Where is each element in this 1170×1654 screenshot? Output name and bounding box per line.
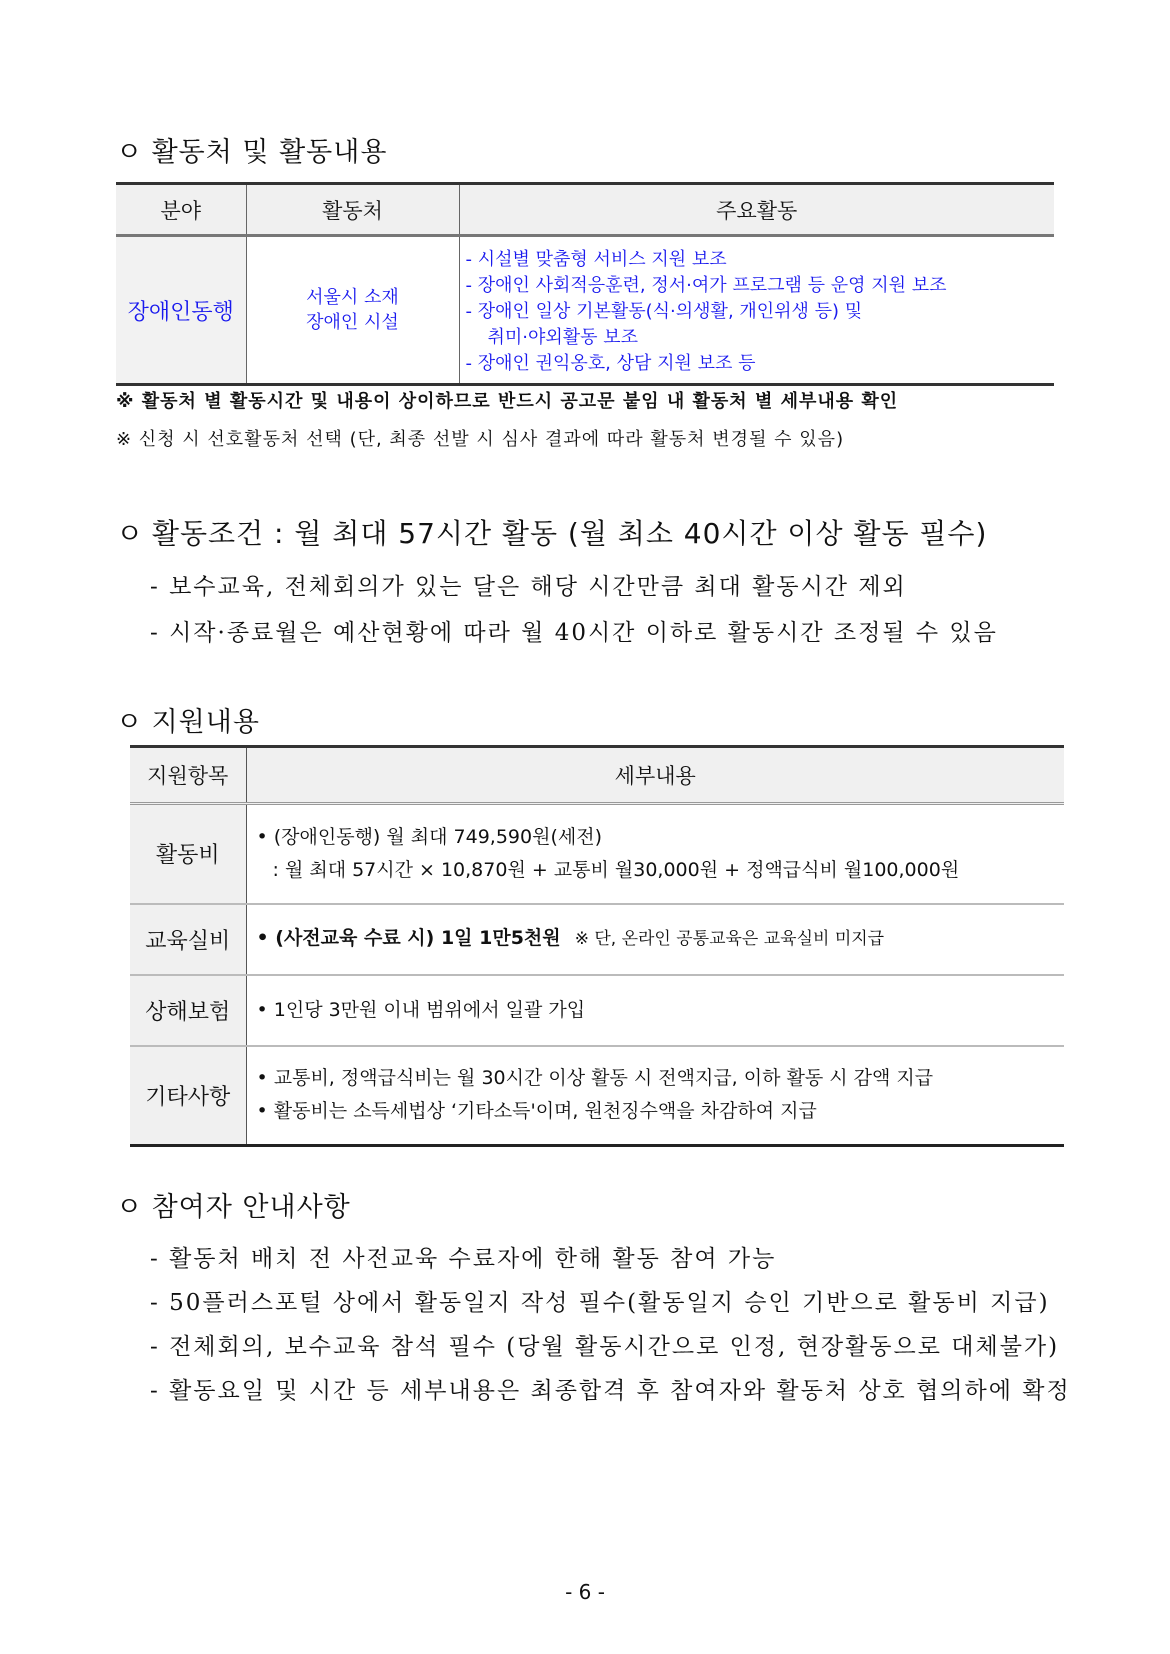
condition-item: - 보수교육, 전체회의가 있는 달은 해당 시간만큼 최대 활동시간 제외 <box>150 574 907 600</box>
activity-item-continued: 취미·야외활동 보조 <box>487 327 639 348</box>
section-title: 활동조건 : 월 최대 57시간 활동 (월 최소 40시간 이상 활동 필수) <box>151 517 988 550</box>
detail-line: • (장애인동행) 월 최대 749,590원(세전) <box>256 825 602 848</box>
place-line: 서울시 소재 <box>306 287 399 308</box>
place-cell <box>246 236 459 385</box>
section-title: 활동처 및 활동내용 <box>151 137 388 168</box>
section-bullet: ㅇ <box>116 137 144 168</box>
table-row <box>130 804 1064 904</box>
place-line: 장애인 시설 <box>306 312 399 333</box>
support-item-detail <box>246 804 1064 904</box>
support-item-detail <box>246 1046 1064 1146</box>
support-item-detail <box>246 975 1064 1046</box>
table-header-row <box>130 747 1064 804</box>
detail-formula: : 월 최대 57시간 × 10,870원 + 교통비 월30,000원 + 정액급식비 월100,000원 <box>272 858 960 881</box>
detail-line: • 1인당 3만원 이내 범위에서 일괄 가입 <box>256 998 586 1021</box>
activities-cell <box>459 236 1054 385</box>
page-number: - 6 - <box>565 1580 605 1604</box>
section-bullet: ㅇ <box>116 517 145 550</box>
support-item-detail <box>246 904 1064 975</box>
section-heading-participant-guide <box>116 1185 351 1224</box>
support-item-label: 기타사항 <box>130 1046 246 1146</box>
section-heading-activity-places <box>116 130 387 169</box>
section-title: 지원내용 <box>151 707 260 738</box>
condition-item: - 시작·종료월은 예산현황에 따라 월 40시간 이하로 활동시간 조정될 수 있음 <box>150 620 998 646</box>
section-bullet: ㅇ <box>116 707 144 738</box>
support-item-label: 교육실비 <box>130 904 246 975</box>
table-row <box>130 1046 1064 1146</box>
note-preference: ※ 신청 시 선호활동처 선택 (단, 최종 선발 시 심사 결과에 따라 활동처 변경될 수 있음) <box>116 429 845 450</box>
activity-item: - 시설별 맞춤형 서비스 지원 보조 <box>465 249 727 270</box>
activity-item: - 장애인 권익옹호, 상담 지원 보조 등 <box>465 353 756 374</box>
section-heading-conditions <box>116 512 987 552</box>
guide-item: - 활동처 배치 전 사전교육 수료자에 한해 활동 참여 가능 <box>150 1246 777 1272</box>
section-heading-support <box>116 700 260 739</box>
activity-item: - 장애인 일상 기본활동(식·의생활, 개인위생 등) 및 <box>465 301 863 322</box>
section-title: 참여자 안내사항 <box>151 1192 351 1223</box>
column-header-activities: 주요활동 <box>459 184 1054 236</box>
guide-item: - 전체회의, 보수교육 참석 필수 (당월 활동시간으로 인정, 현장활동으로 대체불가) <box>150 1334 1060 1360</box>
section-bullet: ㅇ <box>116 1192 144 1223</box>
table-row <box>130 904 1064 975</box>
table-header-row <box>116 184 1054 236</box>
guide-item: - 50플러스포털 상에서 활동일지 작성 필수(활동일지 승인 기반으로 활동비 지급) <box>150 1290 1050 1316</box>
column-header-item: 지원항목 <box>130 747 246 804</box>
detail-note: ※ 단, 온라인 공통교육은 교육실비 미지급 <box>574 929 885 949</box>
activity-places-table <box>116 182 1054 386</box>
support-item-label: 활동비 <box>130 804 246 904</box>
support-item-label: 상해보험 <box>130 975 246 1046</box>
field-cell: 장애인동행 <box>116 236 246 385</box>
detail-line: • 교통비, 정액급식비는 월 30시간 이상 활동 시 전액지급, 이하 활동 시 감액 지급 <box>256 1067 934 1090</box>
column-header-field: 분야 <box>116 184 246 236</box>
table-row <box>130 975 1064 1046</box>
column-header-detail: 세부내용 <box>246 747 1064 804</box>
table-row <box>116 236 1054 385</box>
column-header-place: 활동처 <box>246 184 459 236</box>
note-important: ※ 활동처 별 활동시간 및 내용이 상이하므로 반드시 공고문 붙임 내 활동처 별 세부내용 확인 <box>116 391 899 412</box>
detail-line: • (사전교육 수료 시) 1일 1만5천원 <box>256 927 561 949</box>
detail-line: • 활동비는 소득세법상 ‘기타소득'이며, 원천징수액을 차감하여 지급 <box>256 1100 817 1123</box>
guide-item: - 활동요일 및 시간 등 세부내용은 최종합격 후 참여자와 활동처 상호 협의하에 확정 <box>150 1378 1071 1404</box>
activity-item: - 장애인 사회적응훈련, 정서·여가 프로그램 등 운영 지원 보조 <box>465 275 947 296</box>
support-table <box>130 745 1064 1147</box>
